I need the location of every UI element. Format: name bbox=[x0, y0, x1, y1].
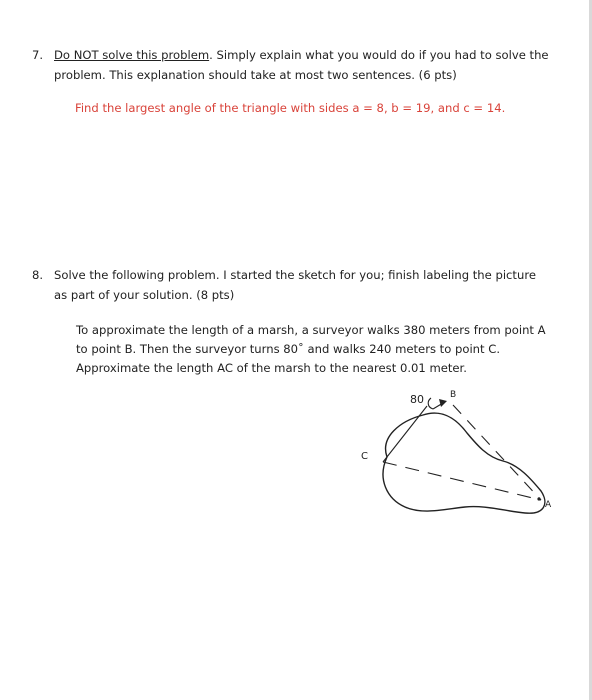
question-7-problem: Find the largest angle of the triangle with sides a = 8, b = 19, and c = 14. bbox=[75, 101, 506, 115]
point-c-label: C bbox=[361, 451, 368, 462]
question-8-problem-line-2: to point B. Then the surveyor turns 80˚ and walks 240 meters to point C. bbox=[76, 342, 501, 356]
angle-label: 80 bbox=[410, 393, 424, 406]
question-8 bbox=[32, 266, 572, 306]
question-8-problem-line-3: Approximate the length AC of the marsh to the nearest 0.01 meter. bbox=[76, 361, 467, 375]
question-8-line-1: Solve the following problem. I started the sketch for you; finish labeling the picture bbox=[54, 268, 536, 282]
angle-arrowhead bbox=[439, 399, 447, 407]
question-7-line-1-rest: . Simply explain what you would do if you had to solve the bbox=[209, 48, 549, 62]
point-a-marker bbox=[537, 497, 540, 500]
point-a-label: A bbox=[545, 500, 552, 510]
segment-bc bbox=[383, 406, 427, 462]
question-8-number: 8. bbox=[32, 268, 44, 282]
question-7-instruction-underlined: Do NOT solve this problem bbox=[54, 48, 210, 62]
question-8-line-2: as part of your solution. (8 pts) bbox=[54, 288, 235, 302]
question-7 bbox=[32, 46, 572, 86]
question-7-line-2: problem. This explanation should take at most two sentences. (6 pts) bbox=[54, 68, 457, 82]
marsh-outline bbox=[383, 413, 545, 513]
question-7-line-1 bbox=[54, 46, 549, 65]
question-7-number: 7. bbox=[32, 48, 44, 62]
angle-arc bbox=[428, 398, 433, 409]
segment-ba bbox=[453, 405, 541, 500]
question-8-problem-line-1: To approximate the length of a marsh, a surveyor walks 380 meters from point A bbox=[76, 323, 546, 337]
marsh-sketch bbox=[355, 385, 565, 535]
point-b-label: B bbox=[450, 390, 457, 400]
question-8-problem bbox=[76, 321, 546, 378]
